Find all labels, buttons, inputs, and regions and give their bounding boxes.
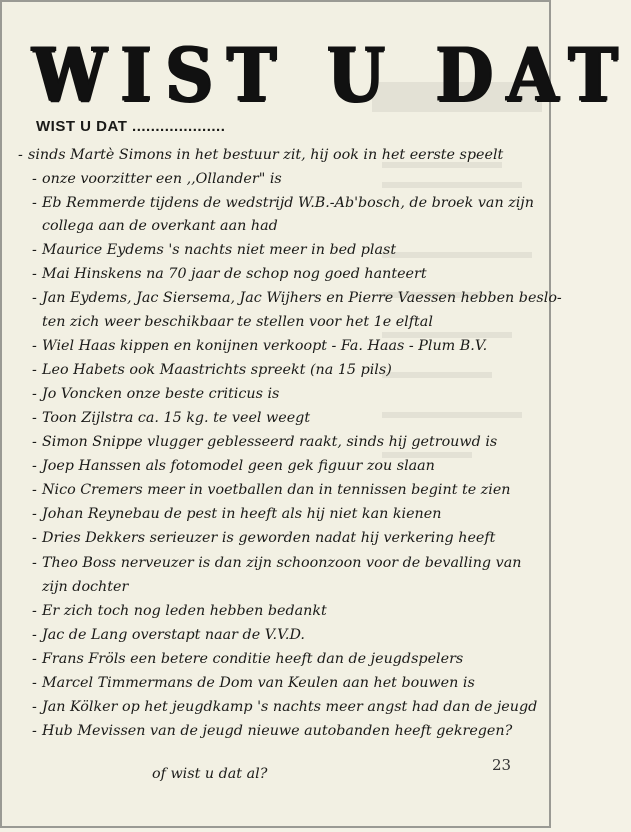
list-item: - Marcel Timmermans de Dom van Keulen aan het bouwen is [32, 675, 475, 691]
list-item-continuation: ten zich weer beschikbaar te stellen voor het 1e elftal [42, 314, 433, 330]
list-item: - Eb Remmerde tijdens de wedstrijd W.B.-Ab'bosch, de broek van zijn [32, 195, 534, 211]
list-item: - onze voorzitter een ,,Ollander" is [32, 171, 282, 187]
list-item: - Er zich toch nog leden hebben bedankt [32, 603, 327, 619]
list-item: - Jan Eydems, Jac Siersema, Jac Wijhers en Pierre Vaessen hebben beslo- [32, 290, 562, 306]
list-item: - Jac de Lang overstapt naar de V.V.D. [32, 627, 305, 643]
list-item: - Theo Boss nerveuzer is dan zijn schoonzoon voor de bevalling van [32, 555, 522, 571]
list-item: - Frans Fröls een betere conditie heeft dan de jeugdspelers [32, 651, 464, 667]
list-item: - Leo Habets ook Maastrichts spreekt (na 15 pils) [32, 362, 392, 378]
list-item: - Jan Kölker op het jeugdkamp 's nachts meer angst had dan de jeugd [32, 699, 538, 715]
list-item: - Mai Hinskens na 70 jaar de schop nog goed hanteert [32, 266, 427, 282]
page-title: WIST U DAT [32, 31, 631, 119]
list-item: - Johan Reynebau de pest in heeft als hij niet kan kienen [32, 506, 442, 522]
list-item: - Nico Cremers meer in voetballen dan in tennissen begint te zien [32, 482, 511, 498]
list-item: - Wiel Haas kippen en konijnen verkoopt - Fa. Haas - Plum B.V. [32, 338, 488, 354]
list-item: - sinds Martè Simons in het bestuur zit, hij ook in het eerste speelt [18, 147, 504, 163]
list-item-continuation: collega aan de overkant aan had [42, 218, 278, 234]
list-item: - Dries Dekkers serieuzer is geworden nadat hij verkering heeft [32, 530, 496, 546]
list-item: - Hub Mevissen van de jeugd nieuwe autobanden heeft gekregen? [32, 723, 513, 739]
closing-line: of wist u dat al? [152, 766, 268, 782]
list-item: - Maurice Eydems 's nachts niet meer in bed plast [32, 242, 397, 258]
list-item: - Jo Voncken onze beste criticus is [32, 386, 280, 402]
list-item: - Toon Zijlstra ca. 15 kg. te veel weegt [32, 410, 311, 426]
page-number: 23 [492, 756, 512, 774]
list-item: - Joep Hanssen als fotomodel geen gek figuur zou slaan [32, 458, 435, 474]
list-item-continuation: zijn dochter [42, 579, 129, 595]
list-item: - Simon Snippe vlugger geblesseerd raakt, sinds hij getrouwd is [32, 434, 498, 450]
section-heading: WIST U DAT .................... [36, 118, 226, 135]
